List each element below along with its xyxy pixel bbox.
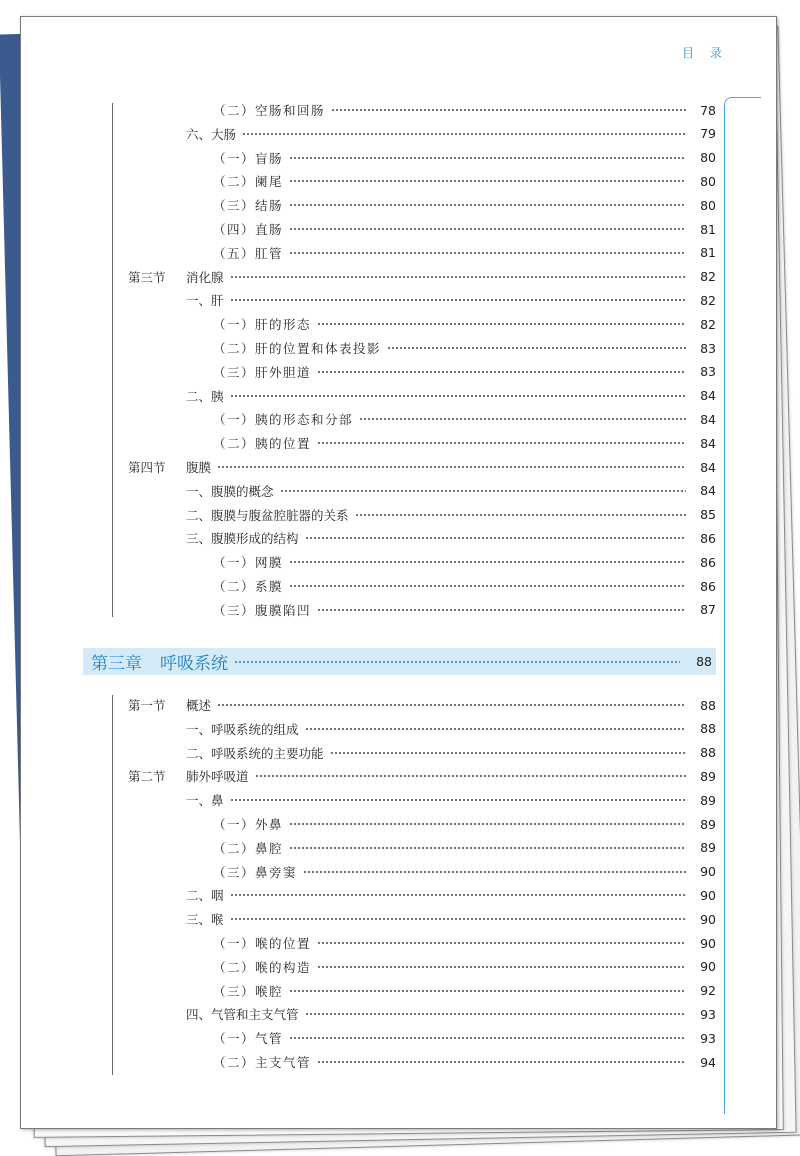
- entry-title: （一）外鼻: [213, 817, 284, 832]
- toc-entry[interactable]: [213, 1052, 716, 1072]
- dot-leader: [289, 228, 686, 230]
- dot-leader: [289, 180, 686, 182]
- section-number: 第四节: [128, 460, 166, 475]
- section-number: 第三节: [128, 269, 166, 285]
- dot-leader: [289, 990, 686, 992]
- page-number: 79: [700, 126, 716, 142]
- dot-leader: [359, 418, 686, 420]
- dot-leader: [234, 661, 680, 663]
- entry-title: （一）肝的形态: [213, 317, 312, 333]
- entry-title: 三、腹膜形成的结构: [186, 531, 299, 547]
- entry-title: （二）系膜: [213, 579, 284, 594]
- toc-entry[interactable]: [186, 885, 716, 905]
- page-number: 82: [700, 269, 716, 285]
- dot-leader: [289, 585, 686, 587]
- dot-leader: [387, 347, 686, 349]
- running-header: 目 录: [682, 46, 728, 60]
- entry-title: 一、肝: [186, 293, 224, 309]
- page-number: 80: [700, 173, 716, 189]
- margin-rule: [724, 104, 725, 1114]
- entry-title: （四）直肠: [213, 222, 284, 237]
- entry-title: （一）胰的形态和分部: [213, 412, 354, 428]
- toc-entry[interactable]: [186, 1004, 716, 1024]
- page-number: 80: [700, 150, 716, 166]
- toc-entry[interactable]: [213, 1028, 716, 1048]
- entry-title: （二）肝的位置和体表投影: [213, 341, 382, 356]
- page-number: 93: [700, 1006, 716, 1022]
- dot-leader: [305, 537, 686, 539]
- toc-entry[interactable]: [213, 862, 716, 882]
- dot-leader: [317, 609, 686, 611]
- dot-leader: [230, 276, 686, 278]
- entry-title: （三）腹膜陷凹: [213, 602, 312, 618]
- toc-entry[interactable]: [186, 790, 716, 810]
- page-number: 82: [700, 316, 716, 332]
- dot-leader: [330, 752, 686, 754]
- page-number: 86: [700, 554, 716, 570]
- page-number: 81: [700, 221, 716, 237]
- toc-entry[interactable]: [213, 409, 716, 429]
- toc-entry[interactable]: [213, 362, 716, 382]
- page-number: 85: [700, 507, 716, 523]
- page-number: 81: [700, 245, 716, 261]
- dot-leader: [255, 775, 686, 777]
- entry-title: 肺外呼吸道: [186, 769, 249, 785]
- chapter-name: 呼吸系统: [160, 654, 228, 674]
- entry-title: （二）阑尾: [213, 174, 284, 190]
- toc-entry[interactable]: [213, 100, 716, 120]
- entry-title: （三）结肠: [213, 198, 284, 214]
- toc-entry[interactable]: [186, 528, 716, 548]
- toc-entry[interactable]: [186, 743, 716, 763]
- page-number: 83: [700, 340, 716, 356]
- entry-title: 二、咽: [186, 888, 224, 904]
- page-number: 80: [700, 197, 716, 213]
- toc-entry[interactable]: [186, 290, 716, 310]
- dot-leader: [303, 871, 686, 873]
- dot-leader: [230, 894, 686, 896]
- entry-title: 一、鼻: [186, 793, 224, 809]
- dot-leader: [331, 109, 686, 111]
- entry-title: 腹膜: [186, 460, 212, 475]
- page-number: 89: [700, 792, 716, 808]
- toc-entry[interactable]: [213, 195, 716, 215]
- dot-leader: [230, 299, 686, 301]
- dot-leader: [317, 1061, 686, 1063]
- toc-entry[interactable]: [213, 552, 716, 572]
- toc-entry[interactable]: [213, 600, 716, 620]
- toc-entry[interactable]: [213, 576, 716, 596]
- dot-leader: [305, 1013, 686, 1015]
- dot-leader: [317, 442, 686, 444]
- section-number: 第一节: [128, 698, 166, 713]
- entry-title: （三）肝外胆道: [213, 364, 312, 380]
- entry-title: 消化腺: [186, 269, 224, 285]
- page-number: 90: [700, 887, 716, 903]
- page-number: 89: [700, 768, 716, 784]
- entry-title: （一）气管: [213, 1031, 284, 1047]
- chapter-page-number: 88: [696, 654, 712, 669]
- page-number: 89: [700, 840, 716, 856]
- entry-title: （二）喉的构造: [213, 959, 312, 975]
- toc-entry[interactable]: [213, 148, 716, 168]
- page-number: 87: [700, 602, 716, 618]
- entry-title: （二）胰的位置: [213, 436, 312, 452]
- entry-title: 二、腹膜与腹盆腔脏器的关系: [186, 507, 349, 523]
- entry-title: 四、气管和主支气管: [186, 1007, 299, 1023]
- entry-title: 概述: [186, 698, 212, 713]
- chapter-heading[interactable]: [83, 648, 716, 675]
- page-number: 88: [700, 697, 716, 713]
- page-number: 84: [700, 459, 716, 475]
- toc-entry[interactable]: [186, 719, 716, 739]
- page-number: 86: [700, 530, 716, 546]
- toc-entry[interactable]: [213, 433, 716, 453]
- toc-entry[interactable]: [213, 814, 716, 834]
- dot-leader: [289, 823, 686, 825]
- entry-title: （一）网膜: [213, 555, 284, 571]
- toc-entry[interactable]: [213, 957, 716, 977]
- page-number: 88: [700, 745, 716, 761]
- page-number: 83: [700, 364, 716, 380]
- toc-entry[interactable]: [213, 314, 716, 334]
- entry-title: 一、呼吸系统的组成: [186, 721, 299, 737]
- dot-leader: [230, 395, 686, 397]
- entry-title: 二、呼吸系统的主要功能: [186, 745, 324, 761]
- dot-leader: [230, 799, 686, 801]
- toc-entry[interactable]: [186, 909, 716, 929]
- page-number: 78: [700, 102, 716, 118]
- indent-rule: [112, 695, 113, 1075]
- toc-entry[interactable]: [128, 267, 716, 287]
- page-number: 82: [700, 292, 716, 308]
- page-number: 94: [700, 1054, 716, 1070]
- entry-title: （一）喉的位置: [213, 936, 312, 951]
- toc-entry[interactable]: [213, 981, 716, 1001]
- dot-leader: [317, 371, 686, 373]
- dot-leader: [289, 204, 686, 206]
- page-number: 88: [700, 721, 716, 737]
- dot-leader: [289, 847, 686, 849]
- section-number: 第二节: [128, 769, 166, 785]
- dot-leader: [317, 942, 686, 944]
- toc-entry[interactable]: [186, 386, 716, 406]
- toc-entry[interactable]: [213, 838, 716, 858]
- chapter-title: [91, 649, 228, 674]
- toc-entry[interactable]: [213, 243, 716, 263]
- entry-title: （二）主支气管: [213, 1055, 312, 1070]
- entry-title: 六、大肠: [186, 126, 237, 142]
- entry-title: （二）鼻腔: [213, 840, 284, 856]
- entry-title: 三、喉: [186, 912, 224, 928]
- toc-entry[interactable]: [128, 695, 716, 715]
- dot-leader: [355, 514, 686, 516]
- toc-entry[interactable]: [128, 766, 716, 786]
- page-number: 92: [700, 983, 716, 999]
- toc-entry[interactable]: [213, 171, 716, 191]
- page-number: 90: [700, 864, 716, 880]
- page-number: 90: [700, 959, 716, 975]
- dot-leader: [289, 252, 686, 254]
- dot-leader: [317, 323, 686, 325]
- toc-entry[interactable]: [213, 933, 716, 953]
- indent-rule: [112, 103, 113, 617]
- page-number: 84: [700, 483, 716, 499]
- entry-title: （三）鼻旁窦: [213, 864, 298, 880]
- toc-entry[interactable]: [213, 338, 716, 358]
- dot-leader: [217, 704, 686, 706]
- page-number: 89: [700, 816, 716, 832]
- page-number: 90: [700, 935, 716, 951]
- page-number: 93: [700, 1030, 716, 1046]
- dot-leader: [217, 466, 686, 468]
- toc-entry[interactable]: [128, 457, 716, 477]
- dot-leader: [305, 728, 686, 730]
- chapter-number: 第三章: [91, 654, 142, 674]
- toc-entry[interactable]: [213, 219, 716, 239]
- page-number: 84: [700, 388, 716, 404]
- toc-entry[interactable]: [186, 124, 716, 144]
- toc-entry[interactable]: [186, 505, 716, 525]
- dot-leader: [230, 918, 686, 920]
- page-number: 90: [700, 911, 716, 927]
- margin-bracket: [724, 97, 761, 106]
- entry-title: 一、腹膜的概念: [186, 483, 274, 499]
- page-number: 84: [700, 411, 716, 427]
- page-number: 86: [700, 578, 716, 594]
- dot-leader: [317, 966, 686, 968]
- dot-leader: [289, 561, 686, 563]
- dot-leader: [242, 133, 686, 135]
- entry-title: （一）盲肠: [213, 150, 284, 166]
- entry-title: （二）空肠和回肠: [213, 103, 326, 118]
- dot-leader: [280, 490, 686, 492]
- dot-leader: [289, 157, 686, 159]
- entry-title: 二、胰: [186, 388, 224, 404]
- entry-title: （五）肛管: [213, 245, 284, 261]
- toc-entry[interactable]: [186, 481, 716, 501]
- page-number: 84: [700, 435, 716, 451]
- dot-leader: [289, 1037, 686, 1039]
- entry-title: （三）喉腔: [213, 983, 284, 999]
